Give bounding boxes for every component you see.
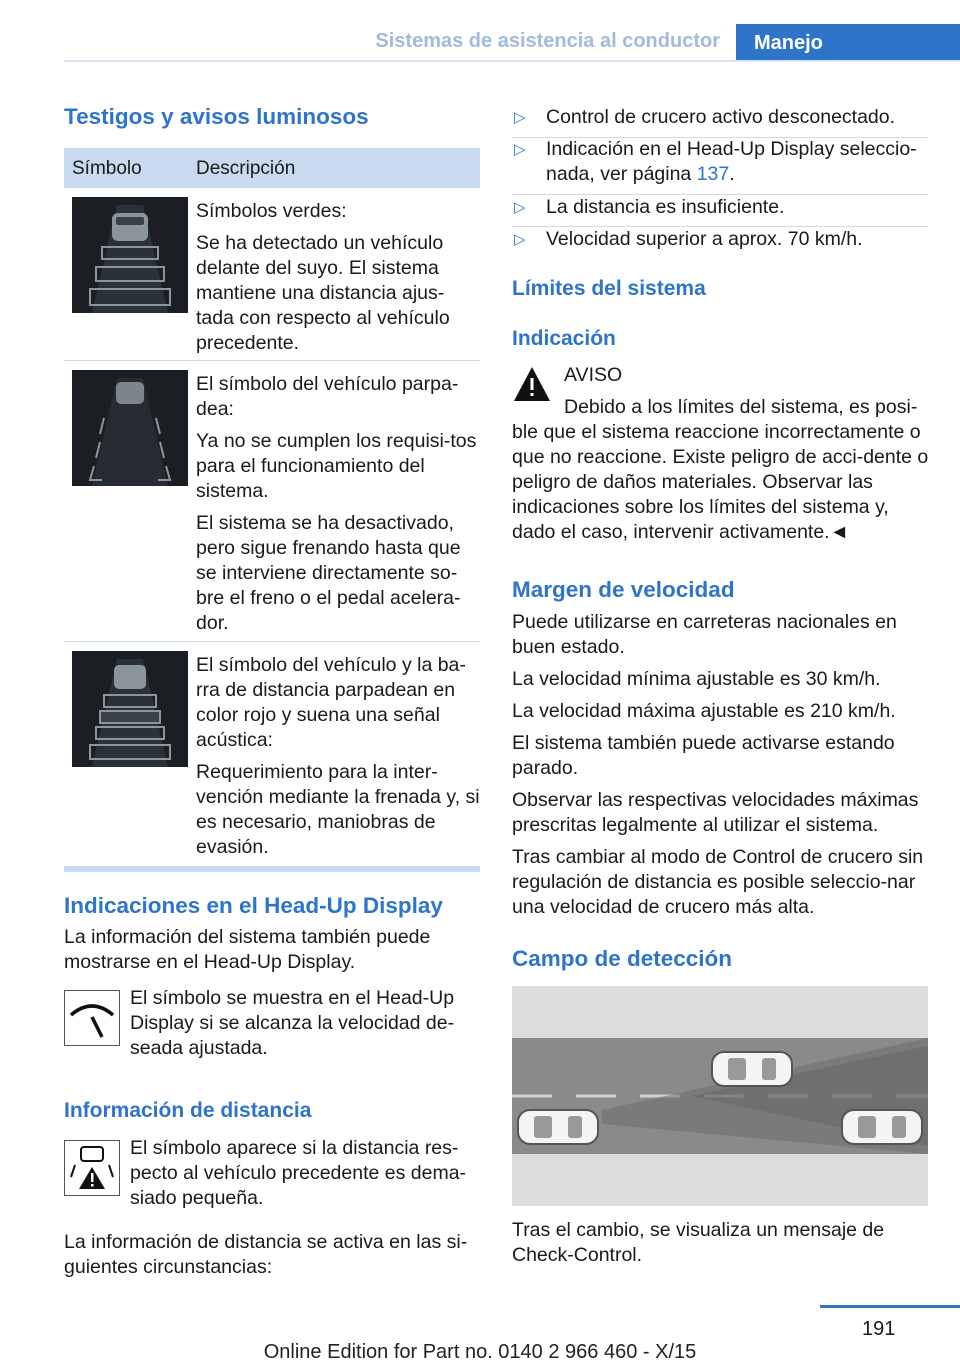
bullet-text: Control de crucero activo desconectado. — [546, 106, 896, 128]
bullet-suffix: . — [729, 163, 735, 185]
desc-paragraph: El sistema se ha desactivado, pero sigue frenando hasta que se interviene directamente so-bre el freno o el pedal acelera-dor. — [196, 512, 461, 634]
list-item — [512, 195, 932, 220]
header-divider — [64, 60, 960, 62]
list-item — [512, 137, 932, 187]
header-section-title: Sistemas de asistencia al conductor — [375, 30, 720, 52]
warning-triangle-icon — [512, 364, 552, 404]
table-row — [64, 361, 480, 642]
section-title-speed: Margen de velocidad — [512, 577, 735, 602]
bullet-arrow-icon: ▷ — [514, 231, 526, 248]
distance-outro: La información de distancia se activa en las si-guientes circunstancias: — [64, 1231, 468, 1278]
hud-speed-reached-icon — [64, 990, 120, 1046]
bullet-text: Indicación en el Head-Up Display seleccio-nada, ver página — [546, 138, 917, 185]
acc-red-warning-car-icon — [72, 651, 188, 767]
row-description — [196, 199, 480, 363]
speed-paragraph: El sistema también puede activarse estando parado. — [512, 732, 895, 779]
speed-paragraph: Puede utilizarse en carreteras nacionales en buen estado. — [512, 611, 897, 658]
row-description — [196, 372, 480, 643]
warning-text-first-line: Debido a los límites del sistema, es posi- — [564, 396, 918, 418]
distance-icon-text: El símbolo aparece si la distancia res-pecto al vehículo precedente es dema-siado pequeña. — [130, 1137, 467, 1209]
section-title-hud: Indicaciones en el Head-Up Display — [64, 893, 443, 918]
footer-accent-line — [820, 1305, 960, 1308]
warning-label: AVISO — [564, 364, 623, 386]
speed-paragraph: Tras cambiar al modo de Control de crucero sin regulación de distancia es posible seleccio-nar una velocidad de crucero más alta. — [512, 846, 924, 918]
speed-paragraph: La velocidad máxima ajustable es 210 km/h. — [512, 700, 896, 722]
desc-paragraph: El símbolo del vehículo y la ba-rra de distancia parpadean en color rojo y suena una señal acústica: — [196, 654, 466, 751]
desc-paragraph: Ya no se cumplen los requisi-tos para el funcionamiento del sistema. — [196, 430, 477, 502]
col-symbol-header: Símbolo — [72, 158, 142, 179]
bullet-arrow-icon: ▷ — [514, 141, 526, 158]
section-title-indicators: Testigos y avisos luminosos — [64, 104, 369, 129]
desc-paragraph: Requerimiento para la inter-vención mediante la frenada y, si es necesario, maniobras de evasión. — [196, 761, 480, 858]
page-link[interactable]: 137 — [696, 163, 730, 185]
indicator-table — [64, 148, 480, 872]
hud-icon-text: El símbolo se muestra en el Head-Up Display si se alcanza la velocidad de-seada ajustada. — [130, 987, 455, 1059]
bullet-text: Velocidad superior a aprox. 70 km/h. — [546, 228, 863, 250]
distance-warning-icon — [64, 1140, 120, 1196]
page-number: 191 — [862, 1318, 896, 1340]
desc-paragraph: El símbolo del vehículo parpa-dea: — [196, 373, 459, 420]
acc-flashing-car-icon — [72, 370, 188, 486]
list-item — [512, 227, 932, 252]
table-header — [64, 148, 480, 188]
bullet-text: La distancia es insuficiente. — [546, 196, 785, 218]
table-row — [64, 642, 480, 872]
detection-field-illustration — [512, 986, 928, 1206]
speed-paragraph: Observar las respectivas velocidades máximas prescritas legalmente al utilizar el sistema. — [512, 789, 919, 836]
acc-green-car-icon — [72, 197, 188, 313]
section-title-indication: Indicación — [512, 327, 616, 350]
warning-text: ble que el sistema reaccione incorrectamente o que no reaccione. Existe peligro de acci-dente o peligro de daños materiales. Observar las indicaciones sobre los límites del sistema y, dado el caso, intervenir activamente.◄ — [512, 421, 929, 543]
bullet-arrow-icon: ▷ — [514, 199, 526, 216]
speed-paragraph: La velocidad mínima ajustable es 30 km/h. — [512, 668, 881, 690]
section-title-limits: Límites del sistema — [512, 277, 706, 300]
hud-intro: La información del sistema también puede mostrarse en el Head-Up Display. — [64, 926, 431, 973]
desc-paragraph: Se ha detectado un vehículo delante del suyo. El sistema mantiene una distancia ajus-tada con respecto al vehículo precedente. — [196, 232, 450, 354]
table-row — [64, 188, 480, 361]
col-description-header: Descripción — [196, 158, 296, 179]
section-title-distance: Información de distancia — [64, 1099, 312, 1122]
list-item — [512, 105, 932, 130]
desc-paragraph: Símbolos verdes: — [196, 200, 347, 222]
row-description — [196, 653, 480, 867]
bullet-arrow-icon: ▷ — [514, 109, 526, 126]
detection-caption: Tras el cambio, se visualiza un mensaje de Check-Control. — [512, 1219, 885, 1266]
speed-paragraphs — [512, 610, 932, 920]
header-chapter-tab[interactable]: Manejo — [736, 24, 960, 62]
section-title-detection: Campo de detección — [512, 946, 733, 971]
footer-edition-text: Online Edition for Part no. 0140 2 966 460 - X/15 — [263, 1341, 697, 1363]
